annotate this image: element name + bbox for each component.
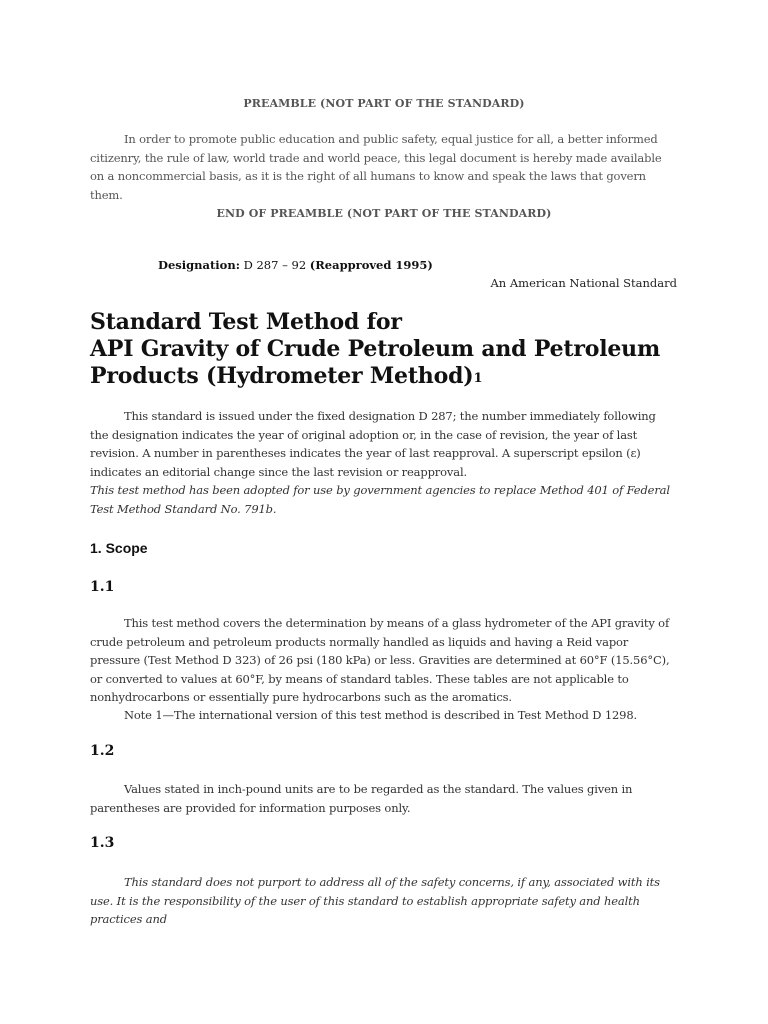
designation-reapproved: (Reapproved 1995)	[309, 258, 433, 272]
intro-italic-note: This test method has been adopted for use by government agencies to replace Method 401 of Federal Test Method Standard No. 791b.	[90, 483, 670, 516]
intro-paragraph: This standard is issued under the fixed designation D 287; the number immediately following the designation indicates the year of original adoption or, in the case of revision, the year of last revision. A number in parentheses indicates the year of last reapproval. A superscript epsilon (ε) indicates an editorial change since the last revision or reapproval.	[90, 409, 656, 479]
title-line-3: Products (Hydrometer Method)	[90, 363, 474, 389]
section-number-1-2: 1.2	[90, 743, 115, 759]
section-1-1-text: This test method covers the determination by means of a glass hydrometer of the API gravity of crude petroleum and petroleum products normally handled as liquids and having a Reid vapor pressure (Test Method D 323) of 26 psi (180 kPa) or less. Gravities are determined at 60°F (15.56°C), or converted to values at 60°F, by means of standard tables. These tables are not applicable to nonhydrocarbons or essentially pure hydrocarbons such as the aromatics.	[90, 616, 670, 704]
designation	[158, 258, 433, 272]
section-1-2-text: Values stated in inch-pound units are to be regarded as the standard. The values given in parentheses are provided for information purposes only.	[90, 782, 633, 815]
designation-label: Designation:	[158, 258, 240, 272]
preamble-text: In order to promote public education and public safety, equal justice for all, a better informed citizenry, the rule of law, world trade and world peace, this legal document is hereby made available on a noncommercial basis, as it is the right of all humans to know and speak the laws that govern them.	[90, 132, 662, 202]
title-line-2: API Gravity of Crude Petroleum and Petroleum	[90, 336, 661, 362]
title-line-1: Standard Test Method for	[90, 309, 402, 335]
section-1-1-note: Note 1—The international version of this test method is described in Test Method D 1298.	[124, 708, 638, 722]
preamble-end-heading: END OF PREAMBLE (NOT PART OF THE STANDARD)	[216, 207, 552, 220]
designation-code: D 287 – 92	[243, 258, 307, 272]
scope-heading: 1. Scope	[90, 540, 148, 556]
section-number-1-3: 1.3	[90, 835, 115, 851]
preamble-heading: PREAMBLE (NOT PART OF THE STANDARD)	[243, 97, 525, 110]
section-1-3-text: This standard does not purport to address all of the safety concerns, if any, associated with its use. It is the responsibility of the user of this standard to establish appropriate safety and health practices and	[90, 875, 660, 926]
title-footnote-mark[interactable]: 1	[473, 371, 483, 386]
page-title	[90, 309, 690, 390]
national-standard-label: An American National Standard	[490, 276, 677, 290]
section-number-1-1: 1.1	[90, 579, 115, 595]
